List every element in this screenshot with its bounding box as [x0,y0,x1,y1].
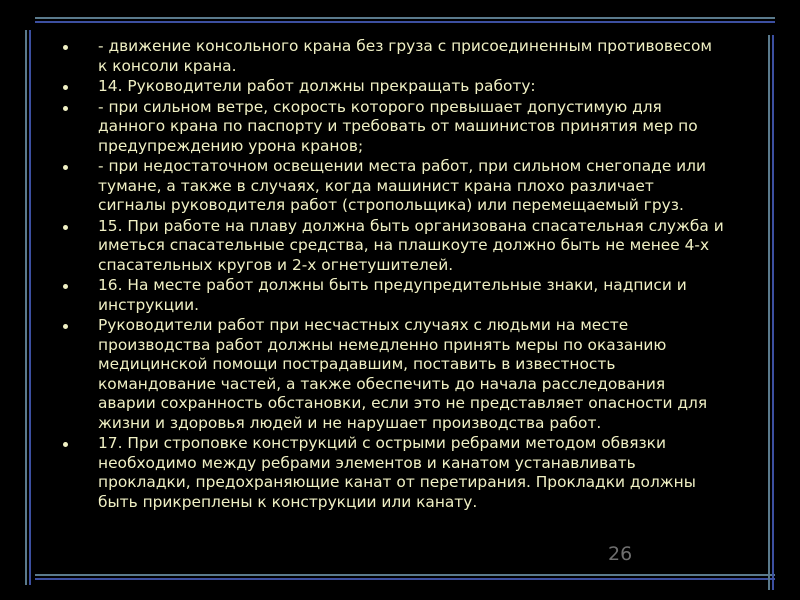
bullet-text: 17. При строповке конструкций с острыми ребрами методом обвязки необходимо между ребрами элементов и канатом устанавливать прокладки, предохраняющие канат от перетирания. Прокладки должны быть прикреплены к конструкции или канату. [98,434,696,511]
bullet-dot-icon [63,324,68,329]
bullet-text: 15. При работе на плаву должна быть организована спасательная служба и иметься спасательные средства, на плашкоуте должно быть не менее 4-х спасательных кругов и 2-х огнетушителей. [98,216,724,274]
bullet-item [60,157,725,216]
bullet-item [60,217,725,276]
bullet-dot-icon [63,225,68,230]
bullet-text: Руководители работ при несчастных случаях с людьми на месте производства работ должны немедленно принять меры по оказанию медицинской помощи пострадавшим, поставить в известность командование частей, а также обеспечить до начала расследования аварии сохранность обстановки, если это не представляет опасности для жизни и здоровья людей и не нарушает производства работ. [98,316,708,432]
bullet-item [60,77,725,97]
top-frame-line-inner [35,21,775,23]
right-frame-line-outer [768,35,770,590]
page-number: 26 [608,543,633,565]
bullet-list [60,37,725,512]
left-frame-line-outer [25,30,27,585]
bullet-item [60,98,725,157]
bottom-frame-line-outer [35,574,775,576]
bottom-frame-line-inner [35,578,775,580]
bullet-dot-icon [63,442,68,447]
bullet-text: - при недостаточном освещении места работ, при сильном снегопаде или тумане, а также в случаях, когда машинист крана плохо различает сигналы руководителя работ (стропольщика) или перемещаемый груз. [98,157,707,214]
top-frame-line-outer [35,17,775,19]
bullet-dot-icon [63,284,68,289]
bullet-item [60,316,725,433]
bullet-item [60,276,725,315]
bullet-dot-icon [63,45,68,50]
bullet-dot-icon [63,106,68,111]
left-frame-line-inner [29,30,31,585]
right-frame-line-inner [772,35,774,590]
bullet-text: - при сильном ветре, скорость которого превышает допустимую для данного крана по паспорту и требовать от машинистов принятия мер по предупреждению урона кранов; [98,97,698,155]
bullet-item [60,434,725,512]
bullet-text: 14. Руководители работ должны прекращать работу: [98,77,536,95]
bullet-dot-icon [63,85,68,90]
slide-content [60,37,725,513]
bullet-text: 16. На месте работ должны быть предупредительные знаки, надписи и инструкции. [98,276,687,314]
bullet-text: - движение консольного крана без груза с присоединенным противовесом к консоли крана. [98,37,712,75]
bullet-dot-icon [63,165,68,170]
bullet-item [60,37,725,76]
